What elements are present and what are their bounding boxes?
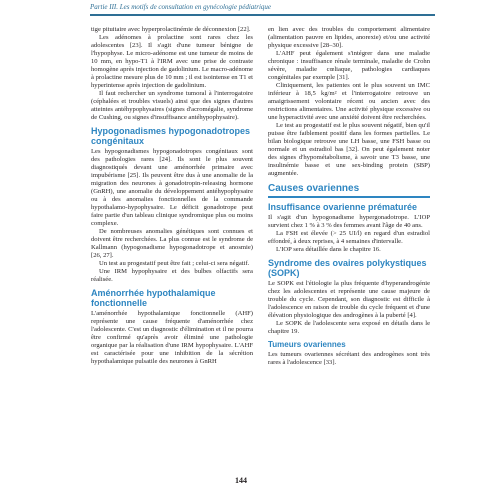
right-column <box>268 26 430 367</box>
paragraph: De nombreuses anomalies génétiques sont connues et doivent être recherchées. La plus connue est le syndrome de Kallmann (hypogonadisme hypogonadotrope et anosmie) [26, 27]. <box>91 228 253 259</box>
running-header <box>90 3 435 17</box>
page-number: 144 <box>235 476 247 485</box>
paragraph: L'AHF peut également s'intégrer dans une maladie chronique : insuffisance rénale terminale, maladie de Crohn sévère, maladie cœliaque, pathologies cardiaques congénitales par exemple [31]. <box>268 50 430 81</box>
paragraph: L'IOP sera détaillée dans le chapitre 16. <box>276 245 381 253</box>
paragraph: en lien avec des troubles du comportement alimentaire (alimentation pauvre en lipides, anorexie) et/ou une activité physique excessive [28–30]. <box>268 26 430 49</box>
paragraph: Il faut rechercher un syndrome tumoral à l'interrogatoire (céphalées et troubles visuels) ainsi que des signes d'autres atteintes antéhypophysaires (signes d'acromégalie, syndrome de Cushing, ou signes d'insuffisance antéhypophysaire). <box>91 90 253 121</box>
header-rule <box>90 14 435 16</box>
subsection-heading: Hypogonadismes hypogonadotropes congénitaux <box>91 126 251 146</box>
subsection-heading: Syndrome des ovaires polykystiques (SOPK) <box>268 257 427 278</box>
paragraph: Les tumeurs ovariennes sécrétant des androgènes sont très rares à l'adolescence [33]. <box>268 350 430 366</box>
section-heading <box>268 183 430 198</box>
paragraph: Les adénomes à prolactine sont rares chez les adolescentes [23]. Il s'agit d'une tumeur bénigne de l'hypophyse. Le micro-adénome est une tumeur de moins de 10 mm, en hypo-T1 à l'IRM avec une prise de contraste homogène après injection de gadolinium. Le macro-adénome à prolactine mesure plus de 10 mm ; il est isointense en T1 et hyperintense après injection de gadolinium. <box>91 34 253 89</box>
running-head-text: Partie III. Les motifs de consultation en gynécologie pédiatrique <box>90 3 271 11</box>
section-heading-text: Causes ovariennes <box>268 183 360 194</box>
paragraph: Le SOPK est l'étiologie la plus fréquente d'hyperandrogénie chez les adolescentes et représente une cause majeure de trouble du cycle. Cependant, son diagnostic est difficile à l'adolescence en raison de trouble du cycle fréquent et d'une élévation physiologique des androgènes à la puberté [4]. <box>268 279 430 319</box>
minor-heading: Tumeurs ovariennes <box>268 339 346 349</box>
paragraph: Le SOPK de l'adolescente sera exposé en détails dans le chapitre 19. <box>268 319 430 335</box>
paragraph: tige pituitaire avec hyperprolactinémie de déconnexion [22]. <box>91 26 251 33</box>
paragraph: Cliniquement, les patientes ont le plus souvent un IMC inférieur à 18,5 kg/m² et l'interrogatoire retrouve un amaigrissement volontaire récent ou ancien avec des restrictions alimentaires. Une activité physique excessive ou une hyperactivité avec une anxiété doivent être recherchées. <box>268 82 430 121</box>
section-rule <box>268 196 430 198</box>
left-column <box>91 26 253 366</box>
subsection-heading: Insuffisance ovarienne prématurée <box>268 201 418 212</box>
paragraph: L'aménorrhée hypothalamique fonctionnelle (AHF) représente une cause fréquente d'aménorrhée chez l'adolescente. C'est un diagnostic d'élimination et il ne pourra être confirmé qu'après avoir éliminé une pathologie organique par la réalisation d'une IRM hypophysaire. L'AHF est caractérisée pour une inhibition de la sécrétion hypothalamique pulsatile des neurones à GnRH <box>91 310 253 365</box>
paragraph: Les hypogonadismes hypogonadotropes congénitaux sont des pathologies rares [24]. Ils sont le plus souvent diagnostiqués devant une aménorrhée primaire avec impubérisme [25]. Ils peuvent être dus à une anomalie de la migration des neurones à gonadotropin-releasing hormone (GnRH), une anomalie du développement antéhypophysaire ou à des anomalies fonctionnelles de la commande hypothalamo-hypophysaire. Le déficit gonadotrope peut faire partie d'un tableau clinique syndromique plus ou moins complexe. <box>91 148 253 227</box>
subsection-heading: Aménorrhée hypothalamique fonctionnelle <box>91 288 216 308</box>
paragraph: La FSH est élevée (> 25 UI/l) en regard d'un estradiol effondré, à deux reprises, à 4 semaines d'intervalle. <box>268 229 430 245</box>
paragraph: Un test au progestatif peut être fait ; celui-ci sera négatif. <box>99 260 250 267</box>
paragraph: Le test au progestatif est le plus souvent négatif, bien qu'il puisse être faiblement positif dans les formes partielles. Le bilan biologique retrouve une LH basse, une FSH basse ou normale et un estradiol bas [32]. On peut également noter des signes d'hypométabolisme, à savoir une T3 basse, une insulinémie basse et une sex-binding protein (SBP) augmentée. <box>268 122 430 177</box>
paragraph: Une IRM hypophysaire et des bulbes olfactifs sera réalisée. <box>91 268 253 283</box>
paragraph: Il s'agit d'un hypogonadisme hypergonadotrope. L'IOP survient chez 1 % à 3 % des femmes avant l'âge de 40 ans. <box>268 213 430 229</box>
